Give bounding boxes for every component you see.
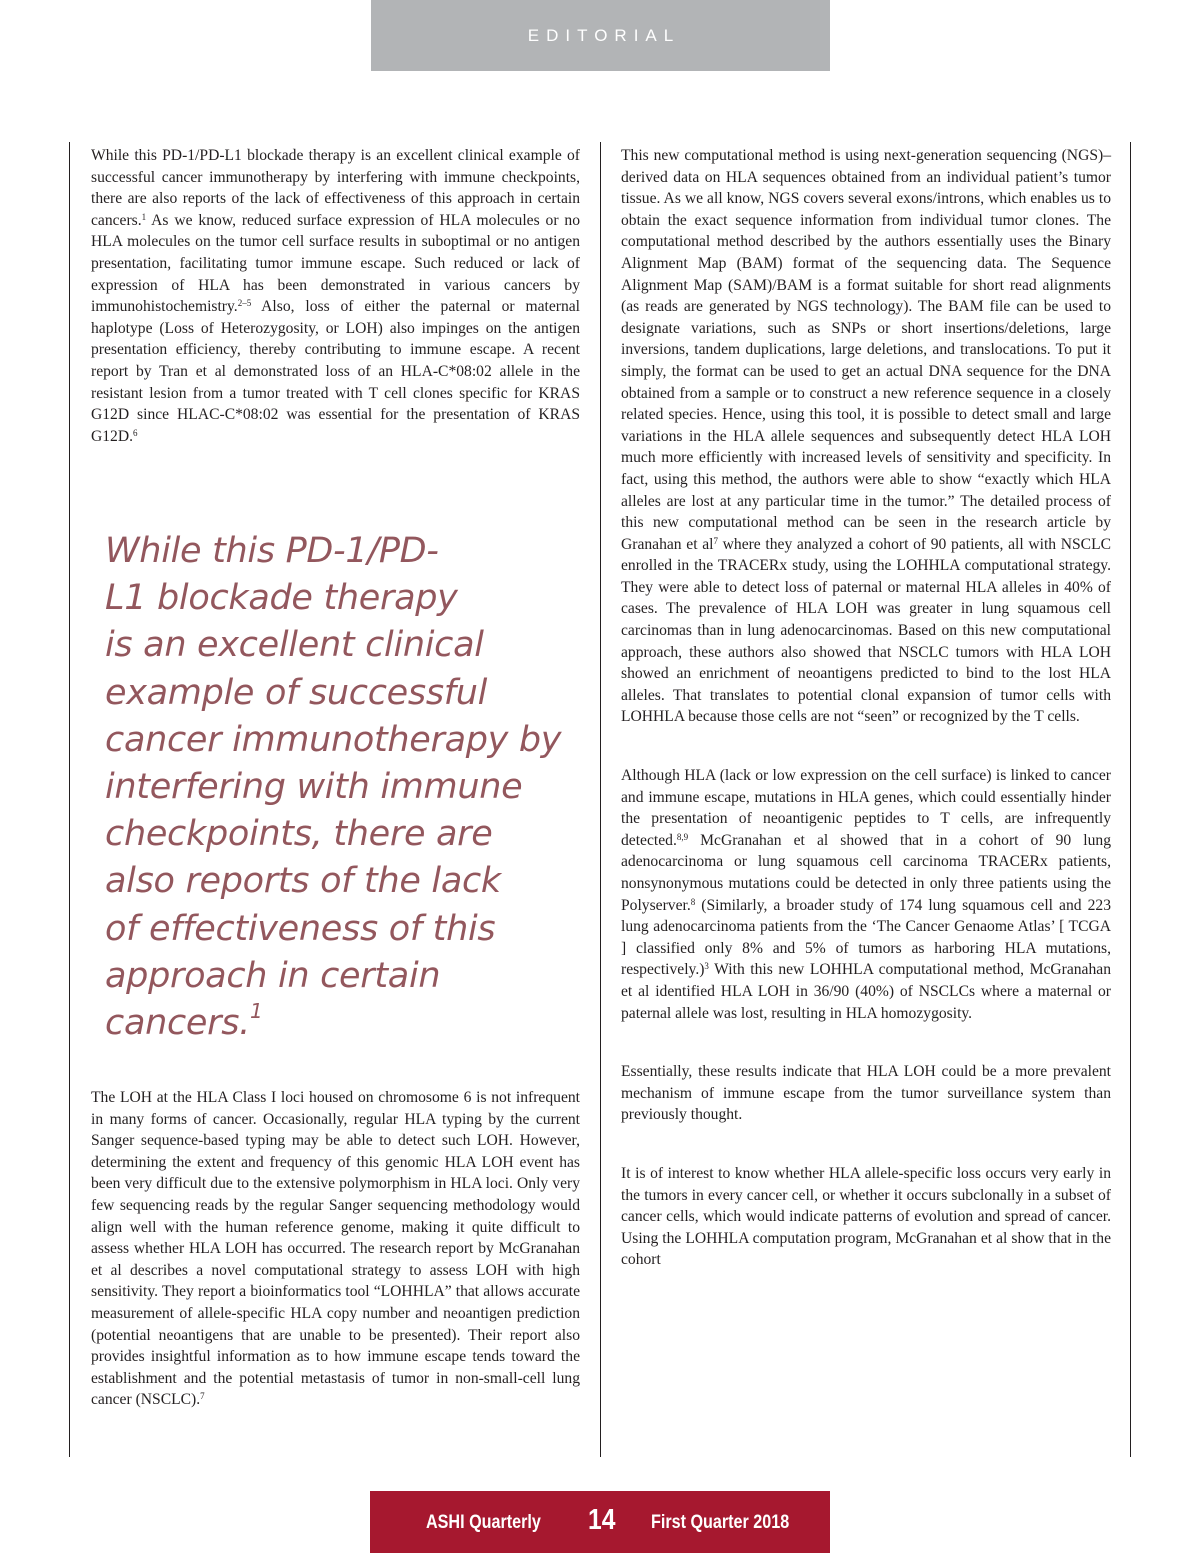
pull-quote-line: L1 blockade therapy bbox=[105, 578, 458, 619]
center-column-rule bbox=[600, 142, 601, 1457]
section-header-band bbox=[371, 0, 830, 71]
left-column-top bbox=[91, 145, 580, 447]
pull-quote-line: of effectiveness of this bbox=[105, 908, 496, 949]
pull-quote-line: is an excellent clinical bbox=[105, 625, 484, 666]
citation: 3 bbox=[704, 961, 709, 972]
citation: 8 bbox=[690, 896, 696, 907]
footer-band bbox=[370, 1491, 830, 1553]
citation: 6 bbox=[133, 427, 138, 438]
pull-quote-line: approach in certain bbox=[105, 955, 441, 996]
pull-quote-line: While this PD-1/PD- bbox=[105, 531, 439, 571]
section-label: EDITORIAL bbox=[527, 25, 681, 45]
pull-quote bbox=[105, 528, 575, 1047]
body-paragraph: While this PD-1/PD-L1 blockade therapy is an excellent clinical example of successful cancer immunotherapy by interfering with immune checkpoints, there are also reports of the lack of effectiveness of this approach in certain cancers.$^1$ As we know, reduced surface expression of HLA molecules or no HLA molecules on the tumor cell surface results in suboptimal or no antigen presentation, facilitating tumor immune escape. Such reduced or lack of expression of HLA has been demonstrated in various cancers by immunohistochemistry.$^{2-5}$ Also, loss of either the paternal or maternal haplotype (Loss of Heterozygosity, or LOH) also impinges on the antigen presentation efficiency, thereby contributing to immune escape. A recent report by Tran et al demonstrated loss of an HLA-C*08:02 allele in the resistant lesion from a tumor treated with T cell clones specific for KRAS G12D since HLAC-C*08:02 was essential for the presentation of KRAS G12D.$^6$ bbox=[91, 147, 580, 445]
right-column bbox=[621, 145, 1111, 1271]
citation: 2–5 bbox=[237, 298, 252, 309]
pull-quote-line: cancer immunotherapy by bbox=[105, 719, 562, 760]
right-margin-rule bbox=[1130, 142, 1131, 1457]
pull-quote-line: example of successful bbox=[105, 672, 488, 713]
body-paragraph: Although HLA (lack or low expression on the cell surface) is linked to cancer and immune escape, mutations in HLA genes, which could essentially hinder the presentation of neoantigenic peptides to T cells, are infrequently detected.$^{8,9}$ McGranahan et al showed that in a cohort of 90 lung adenocarcinoma or lung squamous cell carcinoma TRACERx patients, nonsynonymous mutations could be detected in only three patients using the Polyserver.$^8$ (Similarly, a broader study of 174 lung squamous cell and 223 lung adenocarcinoma patients from the ‘The Cancer Genaome Atlas’ [ TCGA ] classified only 8% and 5% of tumors as harboring HLA mutations, respectively.)$^3$ With this new LOHHLA computational method, McGranahan et al identified HLA LOH in 36/90 (40%) of NSCLCs where a maternal or paternal allele was lost, resulting in HLA homozygosity. bbox=[621, 767, 1111, 1022]
left-column-bottom bbox=[91, 1087, 580, 1411]
citation: 1 bbox=[250, 999, 263, 1024]
citation: 7 bbox=[713, 535, 718, 546]
publication-name: ASHI Quarterly bbox=[426, 1512, 541, 1533]
pull-quote-line: checkpoints, there are bbox=[105, 814, 493, 855]
issue-label: First Quarter 2018 bbox=[651, 1512, 790, 1533]
body-paragraph: It is of interest to know whether HLA allele-specific loss occurs very early in the tumors in every cancer cell, or whether it occurs subclonally in a subset of cancer cells, which would indicate patterns of evolution and spread of cancer. Using the LOHHLA computation program, McGranahan et al show that in the cohort bbox=[621, 1164, 1111, 1269]
left-margin-rule bbox=[69, 142, 70, 1457]
body-paragraph: This new computational method is using next-generation sequencing (NGS)–derived data on HLA sequences obtained from an individual patient’s tumor tissue. As we all know, NGS covers several exons/introns, which enables us to obtain the exact sequence information from individual tumor clones. The computational method described by the authors essentially uses the Binary Alignment Map (BAM) format of the sequencing data. The Sequence Alignment Map (SAM)/BAM is a format suitable for short read alignments (as reads are generated by NGS technology). The BAM file can be used to designate variations, such as SNPs or short insertions/deletions, large inversions, tandem duplications, large deletions, and translocations. To put it simply, the format can be used to get an actual DNA sequence for the DNA obtained from a sample or to construct a new reference sequence in a closely related species. Hence, using this tool, it is possible to detect small and large variations in the HLA allele sequences and subsequently detect HLA LOH much more efficiently with increased levels of sensitivity and specificity. In fact, using this method, the authors were able to show “exactly which HLA alleles are lost at any particular time in the tumor.” The detailed process of this new computational method can be seen in the research article by Granahan et $al^7$ where they analyzed a cohort of 90 patients, all with NSCLC enrolled in the TRACERx study, using the LOHHLA computational strategy. They were able to detect loss of paternal or maternal HLA alleles in 40% of cases. The prevalence of HLA LOH was greater in lung squamous cell carcinomas than in lung adenocarcinomas. Based on this new computational approach, these authors also showed that NSCLC tumors with HLA LOH showed an enrichment of neoantigens predicted to bind to the lost HLA alleles. That translates to potential clonal expansion of tumor cells with LOHHLA because those cells are not “seen” or recognized by the T cells. bbox=[621, 147, 1112, 726]
pull-quote-line: also reports of the lack bbox=[105, 861, 501, 902]
pull-quote-line: interfering with immune bbox=[105, 767, 523, 808]
page-number: 14 bbox=[588, 1504, 616, 1536]
body-paragraph: Essentially, these results indicate that HLA LOH could be a more prevalent mechanism of immune escape from the tumor surveillance system than previously thought. bbox=[621, 1063, 1111, 1124]
pull-quote-line: cancers.$^1$ bbox=[105, 999, 263, 1044]
citation: 1 bbox=[141, 211, 147, 222]
body-paragraph: The LOH at the HLA Class I loci housed on chromosome 6 is not infrequent in many forms of cancer. Occasionally, regular HLA typing by the current Sanger sequence-based typing may be able to detect such LOH. However, determining the extent and frequency of this genomic HLA LOH event has been very difficult due to the extensive polymorphism in HLA loci. Only very few sequencing reads by the regular Sanger sequencing methodology would align well with the human reference genome, making it quite difficult to assess whether HLA LOH has occurred. The research report by McGranahan et al describes a novel computational strategy to assess LOH with high sensitivity. They report a bioinformatics tool “LOHHLA” that allows accurate measurement of allele-specific HLA copy number and neoantigen prediction (potential neoantigens that are unable to be presented). Their report also provides insightful information as to how immune escape tends toward the establishment and the potential metastasis of tumor in non-small-cell lung cancer (NSCLC).$^7$ bbox=[91, 1089, 580, 1409]
citation: 8,9 bbox=[676, 831, 689, 842]
citation: 7 bbox=[200, 1391, 205, 1402]
